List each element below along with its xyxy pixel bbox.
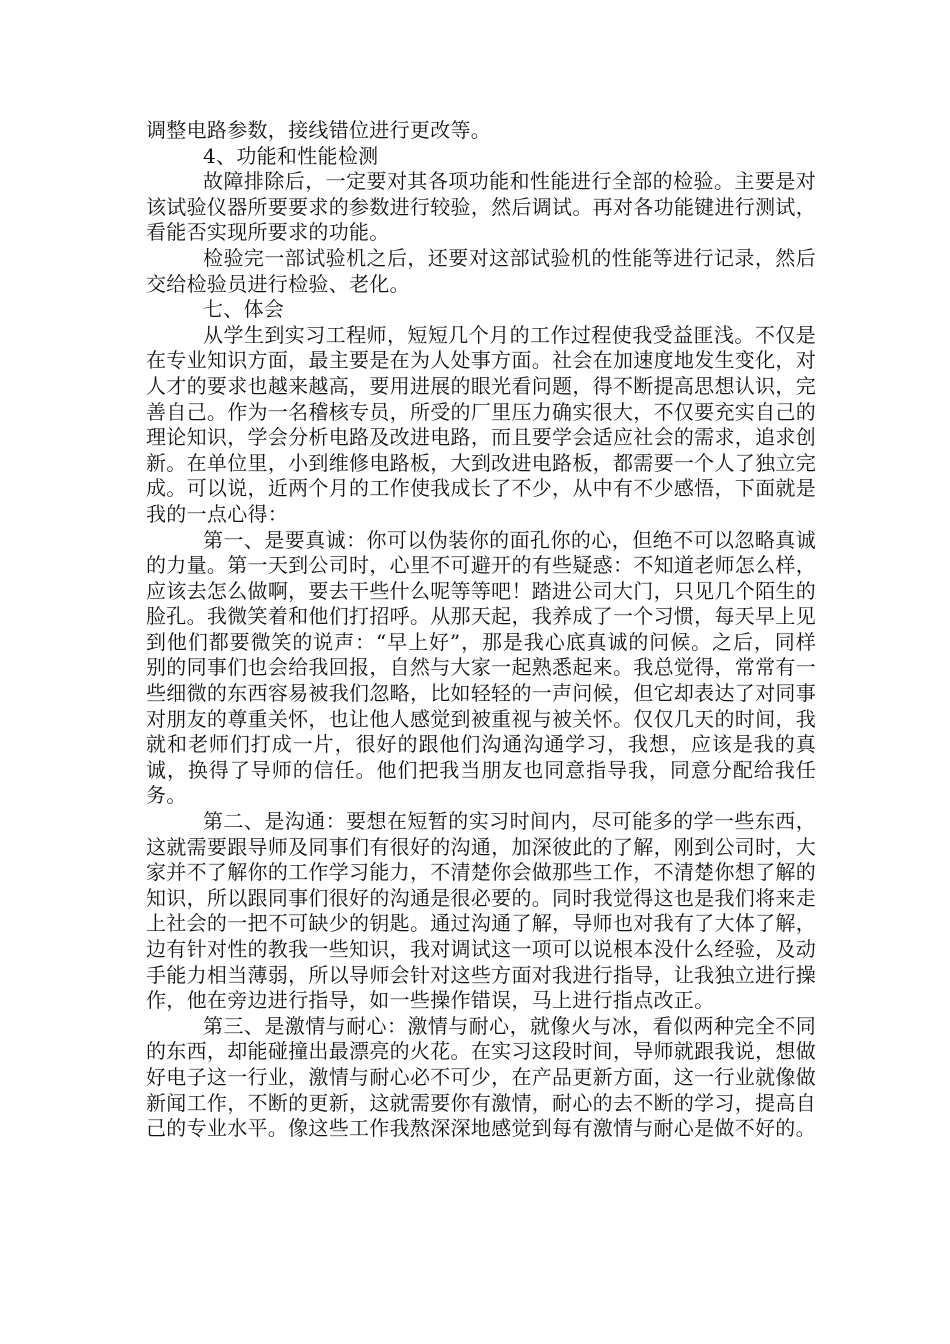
- paragraph-4: 检验完一部试验机之后，还要对这部试验机的性能等进行记录，然后交给检验员进行检验、老化。: [146, 245, 816, 296]
- paragraph-6: 从学生到实习工程师，短短几个月的工作过程使我受益匪浅。不仅是在专业知识方面，最主要是在为人处事方面。社会在加速度地发生变化，对人才的要求也越来越高，要用进展的眼光看问题，得不断提高思想认识，完善自己。作为一名稽核专员，所受的厂里压力确实很大，不仅要充实自己的理论知识，学会分析电路及改进电路，而且要学会适应社会的需求，追求创新。在单位里，小到维修电路板，大到改进电路板，都需要一个人了独立完成。可以说，近两个月的工作使我成长了不少，从中有不少感悟，下面就是我的一点心得：: [146, 322, 816, 526]
- document-body: [146, 118, 816, 1142]
- paragraph-3: 故障排除后，一定要对其各项功能和性能进行全部的检验。主要是对该试验仪器所要要求的参数进行较验，然后调试。再对各功能键进行测试，看能否实现所要求的功能。: [146, 169, 816, 245]
- section-heading-function-test: 4、功能和性能检测: [203, 143, 379, 168]
- paragraph-8: 第二、是沟通：要想在短暂的实习时间内，尽可能多的学一些东西，这就需要跟导师及同事们有很好的沟通，加深彼此的了解，刚到公司时，大家并不了解你的工作学习能力，不清楚你会做那些工作，不清楚你想了解的知识，所以跟同事们很好的沟通是很必要的。同时我觉得这也是我们将来走上社会的一把不可缺少的钥匙。通过沟通了解，导师也对我有了大体了解，边有针对性的教我一些知识，我对调试这一项可以说根本没什么经验，及动手能力相当薄弱，所以导师会针对这些方面对我进行指导，让我独立进行操作，他在旁边进行指导，如一些操作错误，马上进行指点改正。: [146, 809, 816, 1013]
- paragraph-1: 调整电路参数，接线错位进行更改等。: [146, 118, 492, 142]
- section-heading-reflection: 七、体会: [203, 297, 285, 322]
- paragraph-9: 第三、是激情与耐心：激情与耐心，就像火与冰，看似两种完全不同的东西，却能碰撞出最漂亮的火花。在实习这段时间，导师就跟我说，想做好电子这一行业，激情与耐心必不可少，在产品更新方面，这一行业就像做新闻工作，不断的更新，这就需要你有激情，耐心的去不断的学习，提高自己的专业水平。像这些工作我熬深深地感觉到每有激情与耐心是做不好的。: [146, 1013, 816, 1141]
- paragraph-7: 第一、是要真诚：你可以伪装你的面孔你的心，但绝不可以忽略真诚的力量。第一天到公司时，心里不可避开的有些疑惑：不知道老师怎么样，应该去怎么做啊，要去干些什么呢等等吧！踏进公司大门，只见几个陌生的脸孔。我微笑着和他们打招呼。从那天起，我养成了一个习惯，每天早上见到他们都要微笑的说声：“早上好”，那是我心底真诚的问候。之后，同样别的同事们也会给我回报，自然与大家一起熟悉起来。我总觉得，常常有一些细微的东西容易被我们忽略，比如轻轻的一声问候，但它却表达了对同事对朋友的尊重关怀，也让他人感觉到被重视与被关怀。仅仅几天的时间，我就和老师们打成一片，很好的跟他们沟通沟通学习，我想，应该是我的真诚，换得了导师的信任。他们把我当朋友也同意指导我，同意分配给我任务。: [146, 527, 816, 808]
